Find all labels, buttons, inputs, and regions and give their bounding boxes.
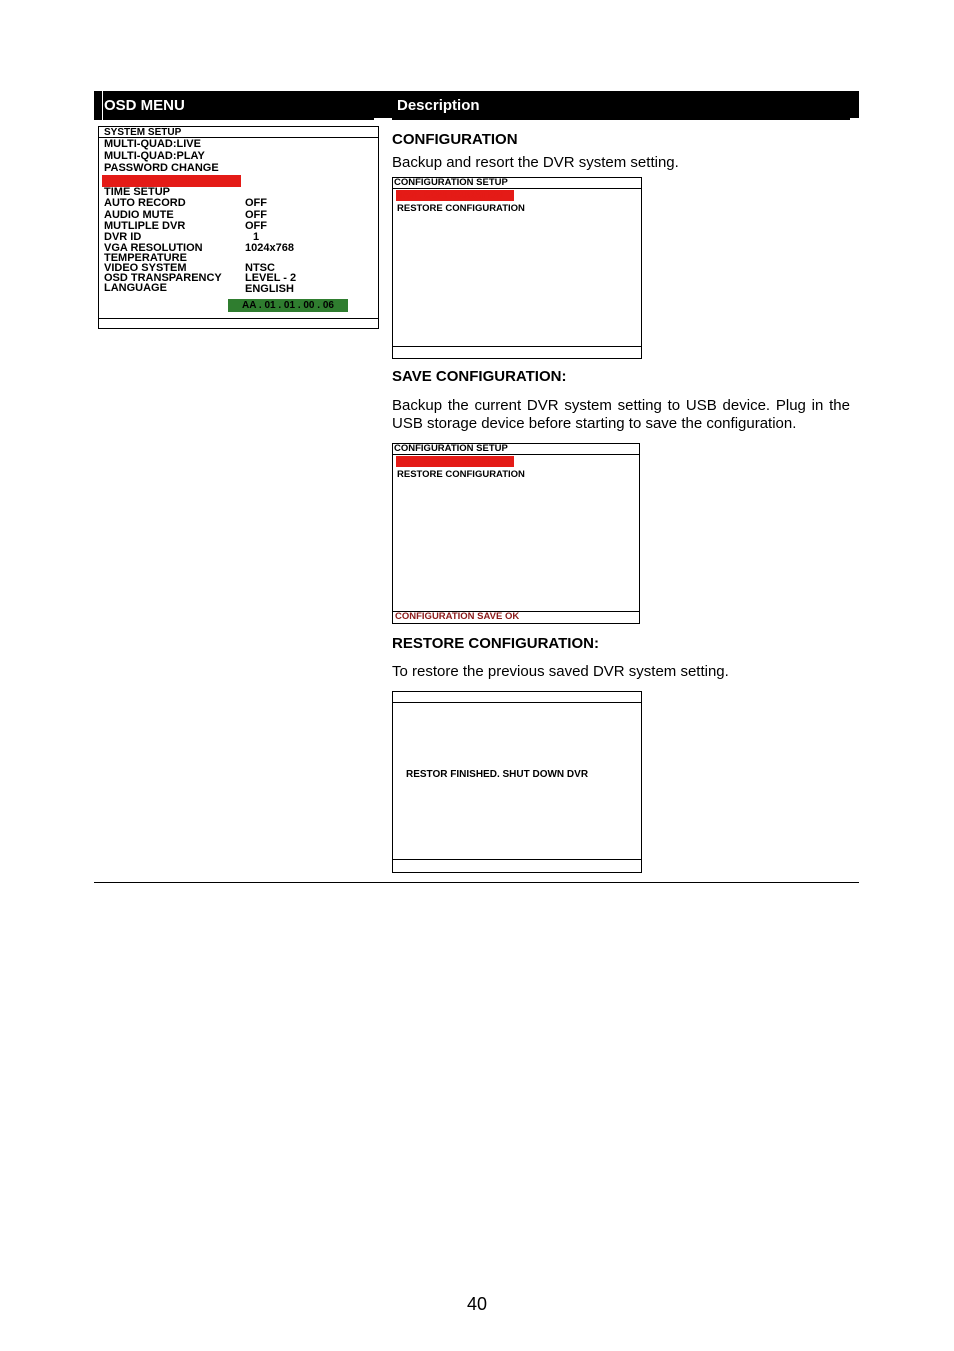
menu-item-label[interactable]: OSD TRANSPARENCY: [104, 272, 222, 284]
box-title-divider: [393, 188, 641, 189]
header-divider: [102, 91, 103, 120]
save-configuration-text: Backup the current DVR system setting to USB device. Plug in the USB storage device before starting to save the configuration.: [392, 397, 850, 432]
table-header: [94, 91, 859, 120]
table-bottom-rule: [94, 882, 859, 883]
menu-item-label[interactable]: TIME SETUP: [104, 186, 171, 198]
restore-configuration-heading: RESTORE CONFIGURATION:: [392, 635, 599, 652]
save-setup-title: CONFIGURATION SETUP: [394, 443, 508, 454]
menu-item-label[interactable]: VIDEO SYSTEM: [104, 262, 187, 274]
menu-item-label[interactable]: MUTLIPLE DVR: [104, 220, 186, 232]
menu-item-value: 1024x768: [245, 242, 294, 254]
header-right-notch: [850, 118, 859, 120]
menu-item-value: ENGLISH: [245, 283, 294, 295]
configuration-text: Backup and resort the DVR system setting.: [392, 154, 679, 171]
menu-item-label[interactable]: AUDIO MUTE: [104, 209, 174, 221]
menu-item-configuration-selected[interactable]: CONFIGURATION: [102, 175, 241, 187]
menu-item-label[interactable]: TEMPERATURE: [104, 252, 187, 264]
configuration-heading: CONFIGURATION: [392, 131, 518, 148]
restore-configuration-option[interactable]: RESTORE CONFIGURATION: [397, 203, 525, 214]
panel-footer-divider: [99, 318, 378, 319]
menu-item-label[interactable]: VGA RESOLUTION: [104, 242, 203, 254]
box-title-divider: [393, 702, 641, 703]
system-setup-title: SYSTEM SETUP: [104, 127, 182, 138]
menu-item-value: OFF: [245, 220, 267, 232]
firmware-version: AA . 01 . 01 . 00 . 06: [228, 299, 348, 312]
box-title-divider: [393, 454, 639, 455]
menu-item-label[interactable]: DVR ID: [104, 231, 142, 243]
restore-configuration-text: To restore the previous saved DVR system setting.: [392, 663, 729, 680]
restore-result-box: [392, 691, 642, 873]
menu-item-label[interactable]: MULTI-QUAD:PLAY: [104, 150, 205, 162]
save-configuration-heading: SAVE CONFIGURATION:: [392, 368, 567, 385]
menu-item-label[interactable]: AUTO RECORD: [104, 197, 186, 209]
menu-item-value: NTSC: [245, 262, 275, 274]
box-footer-divider: [393, 346, 641, 347]
header-gap: [374, 118, 392, 120]
save-configuration-option[interactable]: SAVE CONFIGURATION: [396, 456, 514, 467]
save-status-message: CONFIGURATION SAVE OK: [395, 611, 520, 622]
save-configuration-option[interactable]: SAVE CONFIGURATION: [396, 190, 514, 201]
menu-item-value: 1: [253, 231, 260, 243]
box-footer-divider: [393, 859, 641, 860]
menu-item-value: OFF: [245, 197, 267, 209]
page-number: 40: [466, 1294, 488, 1314]
menu-item-value: OFF: [245, 209, 267, 221]
menu-item-label[interactable]: LANGUAGE: [104, 282, 167, 294]
restore-configuration-option[interactable]: RESTORE CONFIGURATION: [397, 469, 525, 480]
menu-item-label[interactable]: PASSWORD CHANGE: [104, 162, 219, 174]
menu-item-label[interactable]: MULTI-QUAD:LIVE: [104, 138, 201, 150]
configuration-setup-title: CONFIGURATION SETUP: [394, 177, 508, 188]
header-description: Description: [397, 97, 480, 114]
restore-finished-message: RESTOR FINISHED. SHUT DOWN DVR: [406, 769, 589, 780]
menu-item-value: LEVEL - 2: [245, 272, 297, 284]
header-osd-menu: OSD MENU: [104, 97, 185, 114]
